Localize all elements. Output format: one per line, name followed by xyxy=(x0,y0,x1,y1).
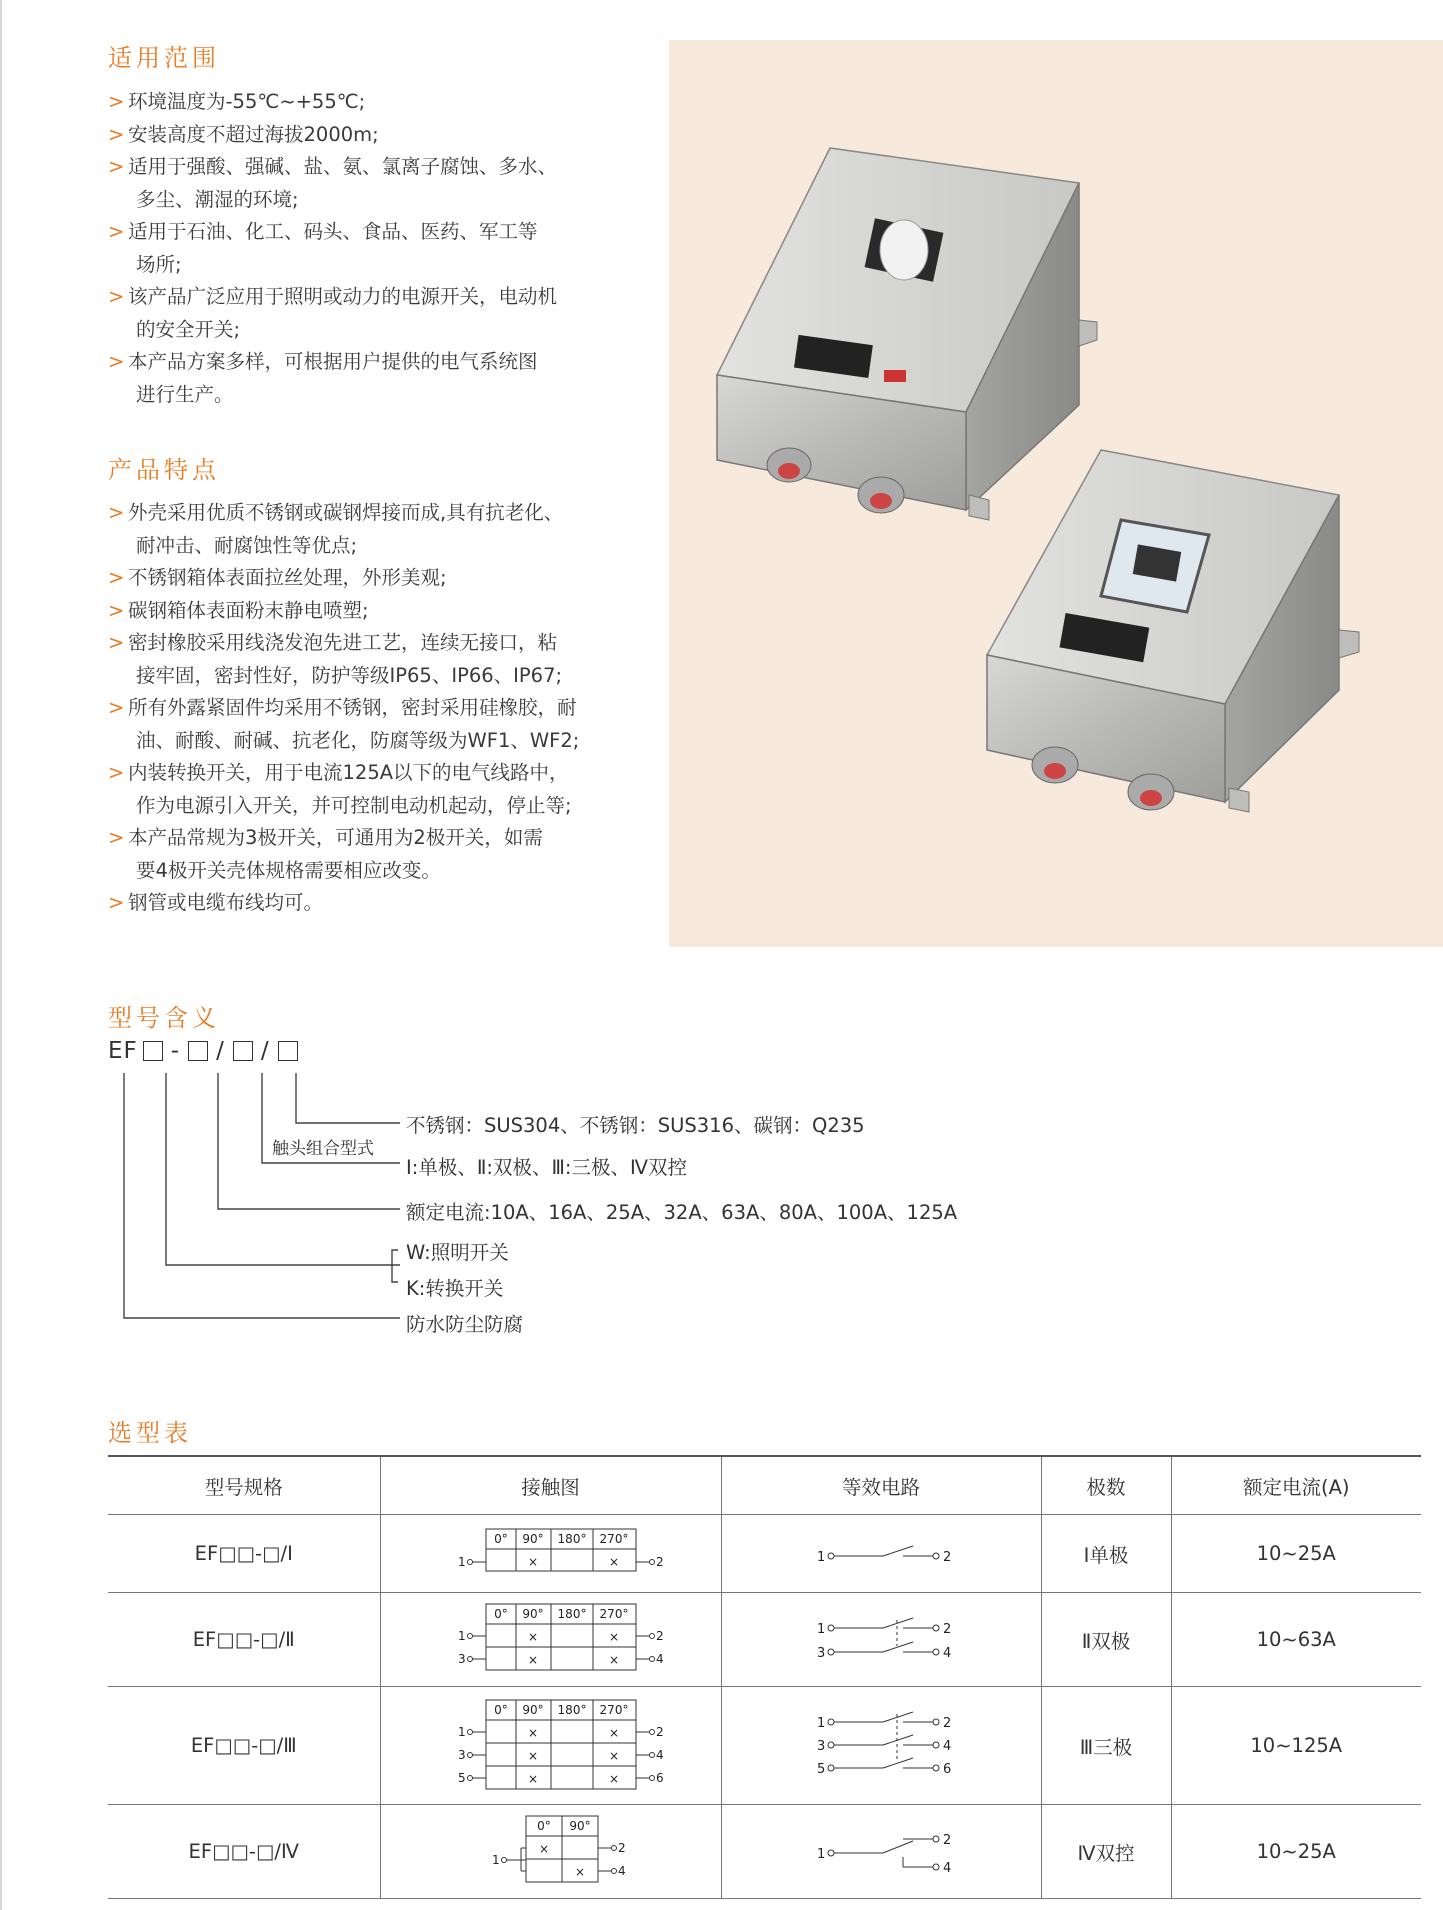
bullet-arrow-icon: > xyxy=(108,90,125,113)
contact-mark: × xyxy=(527,1748,538,1763)
selection-table xyxy=(108,1455,1421,1899)
terminal-2: 2 xyxy=(943,1832,952,1848)
list-item xyxy=(108,887,579,920)
code-box-4 xyxy=(278,1041,298,1061)
terminal-2: 2 xyxy=(655,1628,664,1643)
angle-90: 90° xyxy=(521,1531,544,1546)
list-item xyxy=(108,822,579,887)
poles-label: Ⅰ:单极、Ⅱ:双极、Ⅲ:三极、Ⅳ双控 xyxy=(406,1156,687,1179)
scope-title: 适用范围 xyxy=(108,44,220,72)
header-circuit: 等效电路 xyxy=(721,1456,1041,1515)
terminal-1: 1 xyxy=(817,1715,826,1731)
list-item xyxy=(108,497,579,562)
contact-type-label: 触头组合型式 xyxy=(272,1139,374,1159)
list-item-text: 该产品广泛应用于照明或动力的电源开关，电动机 xyxy=(128,285,558,308)
circuit-diagram xyxy=(721,1515,1041,1593)
contact-mark: × xyxy=(527,1629,538,1644)
enclosure-rotary-switch xyxy=(717,148,1097,520)
circuit-diagram xyxy=(721,1687,1041,1805)
terminal-4: 4 xyxy=(943,1645,952,1661)
bullet-arrow-icon: > xyxy=(108,631,125,654)
list-item xyxy=(108,281,557,346)
terminal-2: 2 xyxy=(943,1549,952,1565)
header-model: 型号规格 xyxy=(108,1456,380,1515)
list-item xyxy=(108,562,579,595)
terminal-2: 2 xyxy=(617,1840,626,1855)
circuit-diagram xyxy=(721,1593,1041,1687)
contact-diagram xyxy=(380,1805,721,1899)
terminal-1: 1 xyxy=(457,1724,466,1739)
contact-mark: × xyxy=(527,1771,538,1786)
bullet-arrow-icon: > xyxy=(108,220,125,243)
list-item-text: 碳钢箱体表面粉末静电喷塑; xyxy=(128,598,369,622)
current-label: 额定电流:10A、16A、25A、32A、63A、80A、100A、125A xyxy=(406,1201,958,1224)
model-code xyxy=(108,1038,303,1064)
contact-mark: × xyxy=(608,1748,619,1763)
row-current: 10~125A xyxy=(1171,1687,1421,1805)
list-item xyxy=(108,346,557,411)
contact-diagram xyxy=(380,1515,721,1593)
model-title: 型号含义 xyxy=(108,1004,220,1032)
model-prefix: EF xyxy=(108,1038,138,1064)
terminal-6: 6 xyxy=(655,1770,664,1785)
terminal-1: 1 xyxy=(491,1852,500,1867)
terminal-3: 3 xyxy=(817,1738,826,1754)
list-item-text: 要4极开关壳体规格需要相应改变。 xyxy=(136,858,441,882)
material-label: 不锈钢：SUS304、不锈钢：SUS316、碳钢：Q235 xyxy=(406,1114,865,1137)
angle-0: 0° xyxy=(493,1702,508,1717)
code-slash-2: / xyxy=(260,1038,270,1064)
table-row xyxy=(108,1593,1421,1687)
angle-180: 180° xyxy=(557,1606,586,1621)
angle-270: 270° xyxy=(599,1606,628,1621)
bullet-arrow-icon: > xyxy=(108,285,125,308)
contact-mark: × xyxy=(527,1652,538,1667)
list-item xyxy=(108,757,579,822)
terminal-1: 1 xyxy=(457,1554,466,1569)
table-row xyxy=(108,1687,1421,1805)
terminal-2: 2 xyxy=(943,1621,952,1637)
contact-mark: × xyxy=(608,1554,619,1569)
bullet-arrow-icon: > xyxy=(108,566,125,589)
terminal-1: 1 xyxy=(457,1628,466,1643)
angle-270: 270° xyxy=(599,1702,628,1717)
row-model: EF□□-□/Ⅰ xyxy=(108,1515,380,1593)
table-row xyxy=(108,1515,1421,1593)
terminal-4: 4 xyxy=(655,1651,664,1666)
row-model: EF□□-□/Ⅳ xyxy=(108,1805,380,1899)
list-item xyxy=(108,627,579,692)
header-current: 额定电流(A) xyxy=(1171,1456,1421,1515)
list-item-text: 本产品常规为3极开关，可通用为2极开关，如需 xyxy=(128,826,543,849)
table-header-row xyxy=(108,1456,1421,1515)
bullet-arrow-icon: > xyxy=(108,696,125,719)
scope-list xyxy=(108,86,557,411)
enclosure-breaker-switch xyxy=(987,450,1359,812)
angle-180: 180° xyxy=(557,1702,586,1717)
terminal-3: 3 xyxy=(817,1645,826,1661)
list-item-text: 耐冲击、耐腐蚀性等优点; xyxy=(136,533,358,557)
angle-90: 90° xyxy=(521,1702,544,1717)
list-item-text: 所有外露紧固件均采用不锈钢，密封采用硅橡胶，耐 xyxy=(128,696,577,719)
terminal-2: 2 xyxy=(943,1715,952,1731)
list-item-text: 密封橡胶采用线浇发泡先进工艺，连续无接口，粘 xyxy=(128,631,558,654)
terminal-1: 1 xyxy=(817,1846,826,1862)
features-list xyxy=(108,497,579,920)
list-item xyxy=(108,216,557,281)
contact-mark: × xyxy=(608,1771,619,1786)
bullet-arrow-icon: > xyxy=(108,350,125,373)
list-item-text: 场所; xyxy=(136,252,182,276)
row-model: EF□□-□/Ⅱ xyxy=(108,1593,380,1687)
code-box-1 xyxy=(143,1041,163,1061)
code-slash-1: / xyxy=(216,1038,225,1064)
contact-mark: × xyxy=(608,1652,619,1667)
contact-mark: × xyxy=(527,1554,538,1569)
list-item-text: 进行生产。 xyxy=(136,382,234,406)
transfer-switch-label: K:转换开关 xyxy=(406,1277,504,1300)
terminal-3: 3 xyxy=(457,1651,466,1666)
lighting-switch-label: W:照明开关 xyxy=(406,1241,509,1264)
page-edge-line xyxy=(0,0,2,1910)
row-current: 10~63A xyxy=(1171,1593,1421,1687)
angle-90: 90° xyxy=(568,1818,591,1833)
list-item-text: 钢管或电缆布线均可。 xyxy=(128,891,324,914)
selection-title: 选型表 xyxy=(108,1419,192,1447)
list-item xyxy=(108,151,557,216)
row-poles: Ⅰ单极 xyxy=(1041,1515,1171,1593)
list-item-text: 的安全开关; xyxy=(136,317,241,341)
terminal-1: 1 xyxy=(817,1549,826,1565)
terminal-5: 5 xyxy=(817,1761,826,1777)
row-poles: Ⅱ双极 xyxy=(1041,1593,1171,1687)
code-box-2 xyxy=(188,1041,208,1061)
code-dash: - xyxy=(170,1038,181,1064)
header-poles: 极数 xyxy=(1041,1456,1171,1515)
angle-270: 270° xyxy=(599,1531,628,1546)
list-item-text: 外壳采用优质不锈钢或碳钢焊接而成,具有抗老化、 xyxy=(128,501,564,524)
terminal-5: 5 xyxy=(457,1770,466,1785)
bullet-arrow-icon: > xyxy=(108,761,125,784)
list-item-text: 多尘、潮湿的环境; xyxy=(136,187,299,211)
row-current: 10~25A xyxy=(1171,1515,1421,1593)
row-poles: Ⅲ三极 xyxy=(1041,1687,1171,1805)
list-item-text: 作为电源引入开关，并可控制电动机起动，停止等; xyxy=(136,793,572,817)
bullet-arrow-icon: > xyxy=(108,598,125,622)
bullet-arrow-icon: > xyxy=(108,122,125,146)
product-photo xyxy=(669,40,1443,947)
list-item-text: 适用于石油、化工、码头、食品、医药、军工等 xyxy=(128,220,538,243)
terminal-4: 4 xyxy=(617,1863,626,1878)
list-item xyxy=(108,86,557,119)
terminal-2: 2 xyxy=(655,1554,664,1569)
list-item-text: 适用于强酸、强碱、盐、氨、氯离子腐蚀、多水、 xyxy=(128,155,558,178)
terminal-3: 3 xyxy=(457,1747,466,1762)
contact-mark: × xyxy=(608,1725,619,1740)
list-item-text: 油、耐酸、耐碱、抗老化，防腐等级为WF1、WF2; xyxy=(136,728,580,752)
list-item xyxy=(108,692,579,757)
angle-0: 0° xyxy=(493,1531,508,1546)
row-poles: Ⅳ双控 xyxy=(1041,1805,1171,1899)
terminal-2: 2 xyxy=(655,1724,664,1739)
list-item xyxy=(108,119,557,152)
contact-mark: × xyxy=(608,1629,619,1644)
list-item-text: 接牢固，密封性好，防护等级IP65、IP66、IP67; xyxy=(136,663,563,687)
circuit-diagram xyxy=(721,1805,1041,1899)
list-item xyxy=(108,595,579,628)
angle-0: 0° xyxy=(536,1818,551,1833)
proof-label: 防水防尘防腐 xyxy=(406,1313,524,1336)
table-row xyxy=(108,1805,1421,1899)
terminal-4: 4 xyxy=(943,1860,952,1876)
row-current: 10~25A xyxy=(1171,1805,1421,1899)
terminal-1: 1 xyxy=(817,1621,826,1637)
terminal-6: 6 xyxy=(943,1761,952,1777)
list-item-text: 安装高度不超过海拔2000m; xyxy=(128,122,379,146)
contact-diagram xyxy=(380,1687,721,1805)
contact-diagram xyxy=(380,1593,721,1687)
list-item-text: 内装转换开关，用于电流125A以下的电气线路中， xyxy=(128,761,569,784)
code-box-3 xyxy=(233,1041,253,1061)
bullet-arrow-icon: > xyxy=(108,155,125,178)
row-model: EF□□-□/Ⅲ xyxy=(108,1687,380,1805)
contact-mark: × xyxy=(574,1864,585,1879)
angle-0: 0° xyxy=(493,1606,508,1621)
terminal-4: 4 xyxy=(655,1747,664,1762)
header-contact: 接触图 xyxy=(380,1456,721,1515)
contact-mark: × xyxy=(538,1841,549,1856)
bullet-arrow-icon: > xyxy=(108,891,125,914)
bullet-arrow-icon: > xyxy=(108,826,125,849)
contact-mark: × xyxy=(527,1725,538,1740)
list-item-text: 环境温度为-55℃~+55℃; xyxy=(128,90,366,113)
list-item-text: 不锈钢箱体表面拉丝处理，外形美观; xyxy=(128,566,447,589)
features-title: 产品特点 xyxy=(108,456,220,484)
list-item-text: 本产品方案多样，可根据用户提供的电气系统图 xyxy=(128,350,538,373)
bullet-arrow-icon: > xyxy=(108,501,125,524)
angle-180: 180° xyxy=(557,1531,586,1546)
angle-90: 90° xyxy=(521,1606,544,1621)
terminal-4: 4 xyxy=(943,1738,952,1754)
